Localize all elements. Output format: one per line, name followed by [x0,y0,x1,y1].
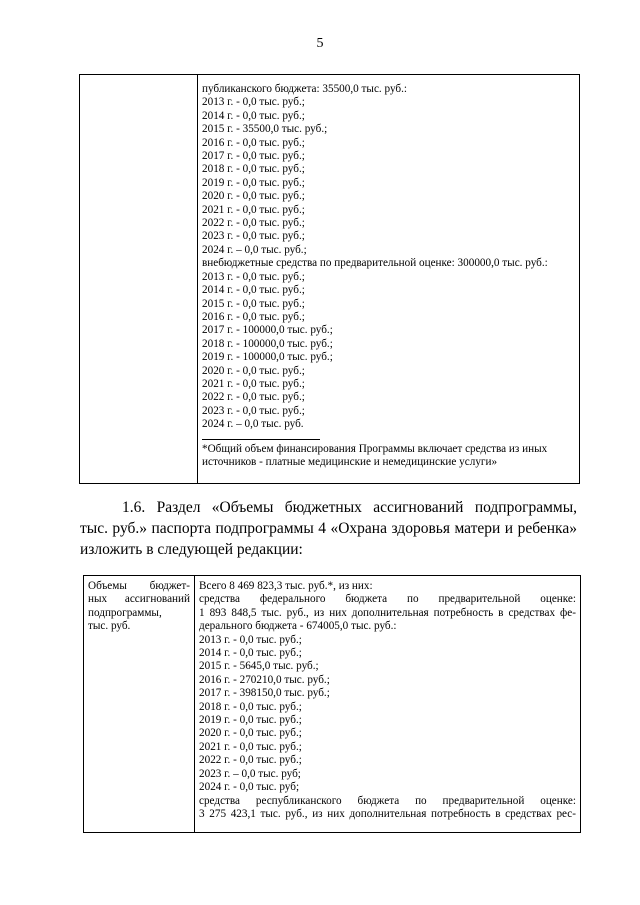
year-line: 2016 г. - 270210,0 тыс. руб.; [199,673,330,686]
table-left-cell [84,576,195,833]
year-line: 2018 г. - 0,0 тыс. руб.; [202,163,305,176]
republic-budget-line: 3 275 423,1 тыс. руб., из них дополнительная потребность в средствах рес- [199,807,576,820]
year-line: 2023 г. - 0,0 тыс. руб.; [202,230,305,243]
year-line: 2014 г. - 0,0 тыс. руб.; [199,647,302,660]
section-paragraph [80,497,577,560]
year-line: 2016 г. - 0,0 тыс. руб.; [202,136,305,149]
year-line: 2022 г. - 0,0 тыс. руб.; [202,391,305,404]
year-line: 2017 г. - 398150,0 тыс. руб.; [199,687,330,700]
year-line: 2018 г. - 100000,0 тыс. руб.; [202,337,333,350]
year-line: 2013 г. - 0,0 тыс. руб.; [202,270,305,283]
table-budget-allocations [83,575,581,833]
funding-lines [198,75,579,435]
table-left-cell-empty [80,75,198,484]
federal-budget-line: дерального бюджета - 674005,0 тыс. руб.: [199,620,397,633]
republic-budget-line: средства республиканского бюджета по предварительной оценке: [199,794,576,807]
year-line: 2019 г. - 0,0 тыс. руб.; [199,714,302,727]
year-line: 2017 г. - 100000,0 тыс. руб.; [202,324,333,337]
year-line: 2021 г. - 0,0 тыс. руб.; [202,203,305,216]
year-line: 2020 г. - 0,0 тыс. руб.; [202,364,305,377]
footnote-line: источников - платные медицинские и немедицинские услуги» [202,455,498,468]
year-line: 2013 г. - 0,0 тыс. руб.; [202,96,305,109]
year-line: 2020 г. - 0,0 тыс. руб.; [199,727,302,740]
year-line: 2015 г. - 35500,0 тыс. руб.; [202,123,328,136]
year-line: 2019 г. - 0,0 тыс. руб.; [202,176,305,189]
paragraph-line: 1.6. Раздел «Объемы бюджетных ассигнований подпрограммы, [122,499,577,516]
year-line: 2023 г. - 0,0 тыс. руб.; [202,404,305,417]
footnote [202,443,575,470]
year-line: 2015 г. - 5645,0 тыс. руб.; [199,660,319,673]
federal-years [199,634,576,795]
total-amount: Всего 8 469 823,3 тыс. руб.*, из них: [199,580,373,592]
table-right-cell [195,576,581,833]
left-title-line: Объемы бюджет- [88,580,190,592]
section-title [84,576,194,637]
table-right-cell [198,75,580,484]
year-line: 2014 г. - 0,0 тыс. руб.; [202,284,305,297]
year-line: 2014 г. - 0,0 тыс. руб.; [202,109,305,122]
year-line: 2017 г. - 0,0 тыс. руб.; [202,150,305,163]
federal-budget-line: 1 893 848,5 тыс. руб., из них дополнительная потребность в средствах фе- [199,606,576,619]
page-number: 5 [316,36,324,51]
footnote-line: *Общий объем финансирования Программы включает средства из иных [202,442,548,455]
federal-budget-line: средства федерального бюджета по предварительной оценке: [199,593,576,606]
year-line: 2015 г. - 0,0 тыс. руб.; [202,297,305,310]
left-title-line: тыс. руб. [88,620,131,633]
year-line: 2020 г. - 0,0 тыс. руб.; [202,190,305,203]
left-title-line: подпрограммы, [88,606,162,619]
year-line: 2016 г. - 0,0 тыс. руб.; [202,310,305,323]
year-line: 2024 г. – 0,0 тыс. руб.; [202,243,307,256]
year-line: 2021 г. - 0,0 тыс. руб.; [202,377,305,390]
year-line: 2022 г. - 0,0 тыс. руб.; [202,217,305,230]
footnote-divider [202,439,320,440]
year-line: 2013 г. - 0,0 тыс. руб.; [199,633,302,646]
table-continued [79,74,580,484]
left-title-line: ных ассигнований [88,593,190,606]
year-line: публиканского бюджета: 35500,0 тыс. руб.: [202,83,407,95]
year-line: 2019 г. - 100000,0 тыс. руб.; [202,351,333,364]
paragraph-line: тыс. руб.» паспорта подпрограммы 4 «Охрана здоровья матери и ребенка» [80,520,577,537]
year-line: 2024 г. - 0,0 тыс. руб; [199,781,300,794]
paragraph-line: изложить в следующей редакции: [80,541,303,558]
year-line: 2024 г. – 0,0 тыс. руб. [202,418,304,431]
year-line: 2023 г. – 0,0 тыс. руб; [199,767,301,780]
year-line: внебюджетные средства по предварительной оценке: 300000,0 тыс. руб.: [202,257,548,270]
year-line: 2021 г. - 0,0 тыс. руб.; [199,740,302,753]
year-line: 2022 г. - 0,0 тыс. руб.; [199,754,302,767]
year-line: 2018 г. - 0,0 тыс. руб.; [199,700,302,713]
